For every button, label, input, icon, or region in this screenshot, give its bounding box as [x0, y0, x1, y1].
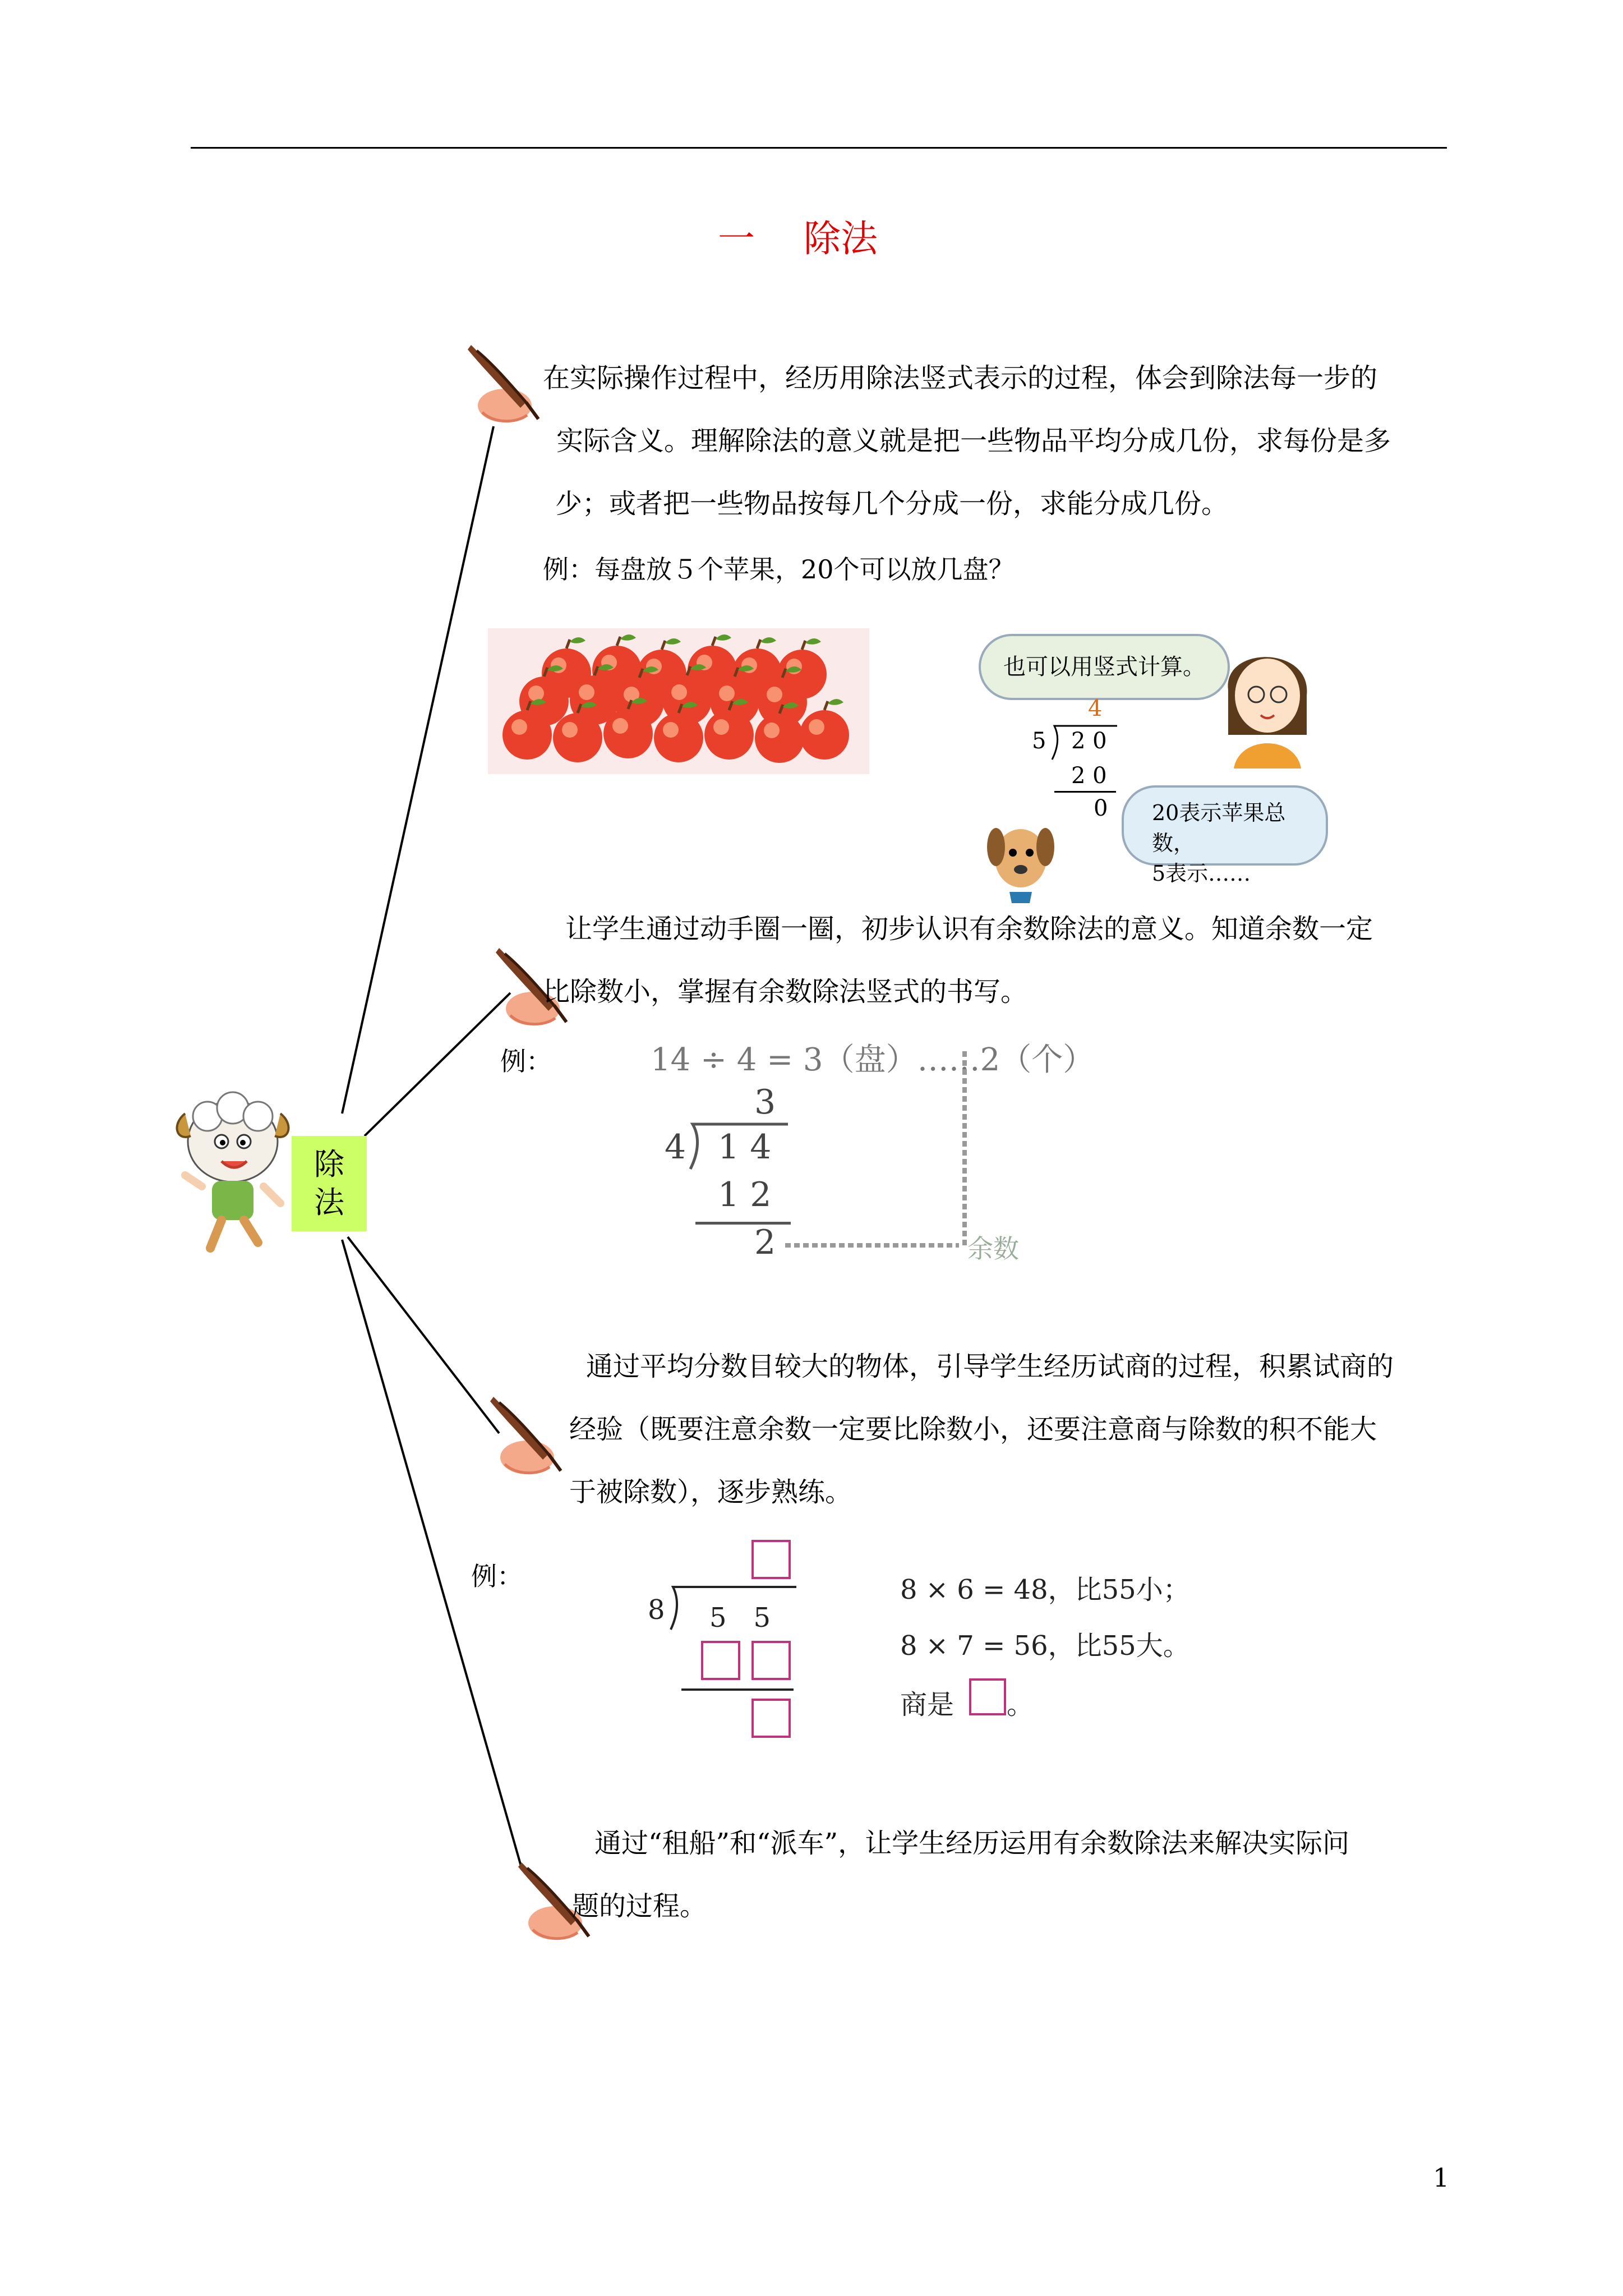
girl-teacher-illustration	[1211, 634, 1324, 769]
dog-speech-bubble	[1122, 785, 1328, 886]
section3-line1: 通过平均分数目较大的物体，引导学生经历试商的过程，积累试商的	[586, 1351, 1394, 1382]
section3-example-label: 例：	[471, 1561, 523, 1591]
section1-example: 例：每盘放５个苹果，20个可以放几盘？	[543, 554, 1015, 585]
s2-quotient: 3	[754, 1083, 776, 1122]
s2-remainder-pointer	[774, 1049, 1032, 1257]
section1-line1: 在实际操作过程中，经历用除法竖式表示的过程，体会到除法每一步的	[543, 362, 1378, 394]
s1-underline	[1054, 791, 1116, 793]
s3-underline	[681, 1688, 794, 1691]
feather-pen-icon	[460, 339, 550, 429]
section3-line2: 经验（既要注意余数一定要比除数小，还要注意商与除数的积不能大	[569, 1414, 1377, 1445]
s3-product-tens-box	[701, 1641, 740, 1680]
section1-line2: 实际含义。理解除法的意义就是把一些物品平均分成几份，求每份是多	[556, 425, 1391, 457]
s3-divisor: 8	[648, 1594, 665, 1626]
s3-answer-period: 。	[1007, 1689, 1034, 1720]
s3-check2: 8 × 7 = 56，比55大。	[900, 1630, 1190, 1662]
s2-divisor: 4	[665, 1128, 686, 1167]
s3-quotient-box	[751, 1540, 791, 1579]
s3-answer-box	[969, 1678, 1006, 1715]
apple-pile-illustration	[488, 628, 869, 774]
section2-example-label: 例：	[500, 1046, 552, 1076]
s2-equation: 14 ÷ 4 = 3（盘）……2（个）	[651, 1042, 1095, 1078]
s3-check1: 8 × 6 = 48，比55小；	[900, 1574, 1190, 1605]
puppy-illustration	[976, 813, 1066, 903]
s1-dividend: 2 0	[1071, 728, 1107, 754]
page-number: 1	[1433, 2162, 1450, 2193]
dog-bubble-line2: 5表示……	[1152, 861, 1251, 886]
section2-line1: 让学生通过动手圈一圈，初步认识有余数除法的意义。知道余数一定	[565, 913, 1373, 945]
teacher-speech-text: 也可以用竖式计算。	[1003, 654, 1205, 680]
s2-remainder: 2	[754, 1223, 776, 1262]
feather-pen-icon	[482, 1391, 572, 1481]
s1-divisor: 5	[1032, 728, 1046, 754]
s2-dividend: 1 4	[718, 1128, 772, 1167]
s1-remainder: 0	[1094, 795, 1108, 821]
center-node-division	[292, 1136, 367, 1231]
s3-remainder-box	[751, 1699, 791, 1738]
s3-dividend: 5 5	[709, 1602, 771, 1634]
s1-quotient: 4	[1088, 696, 1103, 721]
section4-line2: 题的过程。	[572, 1890, 707, 1922]
section3-line3: 于被除数），逐步熟练。	[569, 1476, 852, 1508]
page-title: 一 除法	[718, 217, 878, 260]
center-node-line1: 除	[314, 1147, 344, 1182]
s2-remainder-label: 余数	[967, 1234, 1019, 1264]
section2-line2: 比除数小，掌握有余数除法竖式的书写。	[543, 976, 1028, 1007]
s2-product: 1 2	[718, 1175, 772, 1214]
s3-answer: 商是	[900, 1689, 955, 1720]
teacher-speech-bubble	[979, 634, 1230, 700]
dog-bubble-line1: 20表示苹果总数，	[1152, 800, 1286, 855]
section4-line1: 通过“租船”和“派车”，让学生经历运用有余数除法来解决实际问	[594, 1828, 1350, 1859]
s3-product-ones-box	[751, 1641, 791, 1680]
goat-mascot-icon	[168, 1091, 297, 1254]
section1-line3: 少；或者把一些物品按每几个分成一份，求能分成几份。	[555, 488, 1229, 519]
center-node-line2: 法	[314, 1185, 344, 1220]
s1-product: 2 0	[1071, 763, 1107, 789]
